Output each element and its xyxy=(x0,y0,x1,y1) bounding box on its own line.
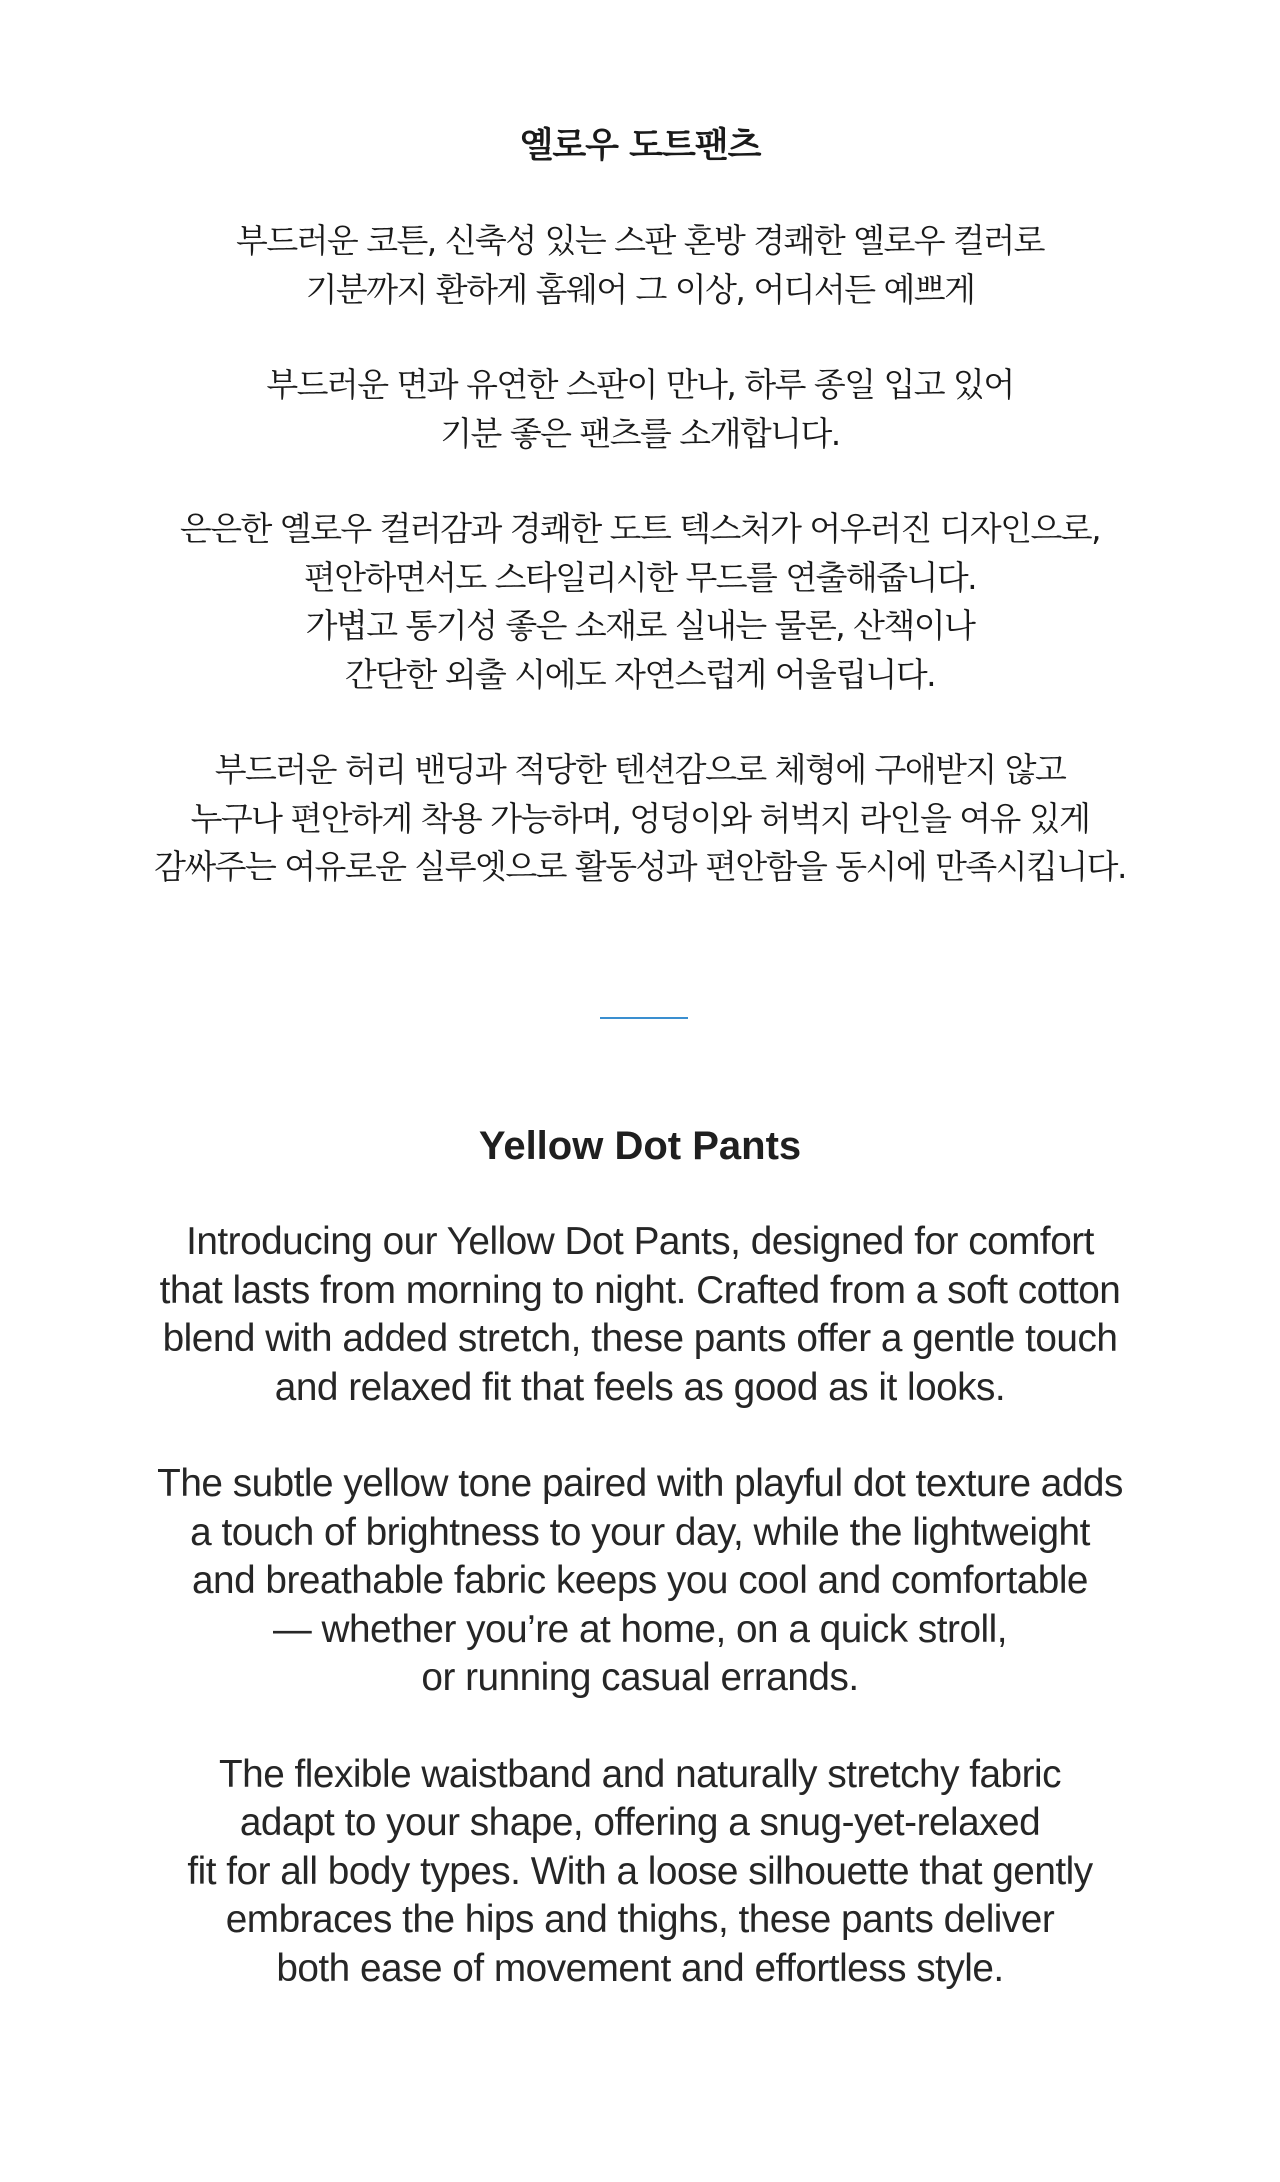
english-title: Yellow Dot Pants xyxy=(478,1124,802,1168)
korean-paragraph-4 xyxy=(0,746,1280,892)
text-line: 편안하면서도 스타일리시한 무드를 연출해줍니다. xyxy=(303,557,977,597)
korean-title: 옐로우 도트팬츠 xyxy=(519,126,761,166)
text-line: 감싸주는 여유로운 실루엣으로 활동성과 편안함을 동시에 만족시킵니다. xyxy=(154,847,1126,886)
text-line: 부드러운 코튼, 신축성 있는 스판 혼방 경쾌한 옐로우 컬러로 xyxy=(236,221,1044,260)
text-line: 기분 좋은 팬츠를 소개합니다. xyxy=(440,413,840,453)
korean-paragraph-3 xyxy=(0,505,1280,699)
text-line: 간단한 외출 시에도 자연스럽게 어울립니다. xyxy=(344,654,936,694)
text-line: 누구나 편안하게 착용 가능하며, 엉덩이와 허벅지 라인을 여유 있게 xyxy=(190,798,1090,838)
text-line: adapt to your shape, offering a snug-yet-relaxed xyxy=(239,1801,1041,1844)
text-line: — whether you’re at home, on a quick stroll, xyxy=(273,1607,1007,1651)
text-line: or running casual errands. xyxy=(421,1656,859,1699)
korean-paragraph-2 xyxy=(0,361,1280,458)
text-line: that lasts from morning to night. Crafted from a soft cotton xyxy=(159,1268,1121,1312)
text-line: a touch of brightness to your day, while the lightweight xyxy=(190,1510,1090,1554)
english-paragraph-3 xyxy=(0,1751,1280,1994)
text-line: embraces the hips and thighs, these pants deliver xyxy=(225,1898,1055,1941)
english-paragraph-2 xyxy=(0,1460,1280,1703)
text-line: The flexible waistband and naturally stretchy fabric xyxy=(218,1752,1061,1796)
english-paragraph-1 xyxy=(0,1218,1280,1412)
text-line: Introducing our Yellow Dot Pants, designed for comfort xyxy=(186,1220,1094,1263)
text-line: and relaxed fit that feels as good as it looks. xyxy=(274,1365,1006,1409)
text-line: blend with added stretch, these pants offer a gentle touch xyxy=(162,1317,1118,1360)
text-line: 기분까지 환하게 홈웨어 그 이상, 어디서든 예쁘게 xyxy=(305,269,975,309)
korean-paragraph-1 xyxy=(0,217,1280,314)
korean-description xyxy=(0,122,1280,892)
section-divider xyxy=(600,1017,688,1019)
text-line: and breathable fabric keeps you cool and comfortable xyxy=(192,1559,1088,1602)
text-line: 부드러운 허리 밴딩과 적당한 텐션감으로 체형에 구애받지 않고 xyxy=(214,750,1066,789)
text-line: both ease of movement and effortless style. xyxy=(276,1946,1004,1990)
text-line: The subtle yellow tone paired with playful dot texture adds xyxy=(157,1462,1123,1505)
text-line: 은은한 옐로우 컬러감과 경쾌한 도트 텍스처가 어우러진 디자인으로, xyxy=(179,509,1101,548)
text-line: fit for all body types. With a loose silhouette that gently xyxy=(187,1849,1093,1893)
english-description xyxy=(0,1122,1280,1993)
text-line: 가볍고 통기성 좋은 소재로 실내는 물론, 산책이나 xyxy=(305,606,975,645)
text-line: 부드러운 면과 유연한 스판이 만나, 하루 종일 입고 있어 xyxy=(266,365,1014,404)
